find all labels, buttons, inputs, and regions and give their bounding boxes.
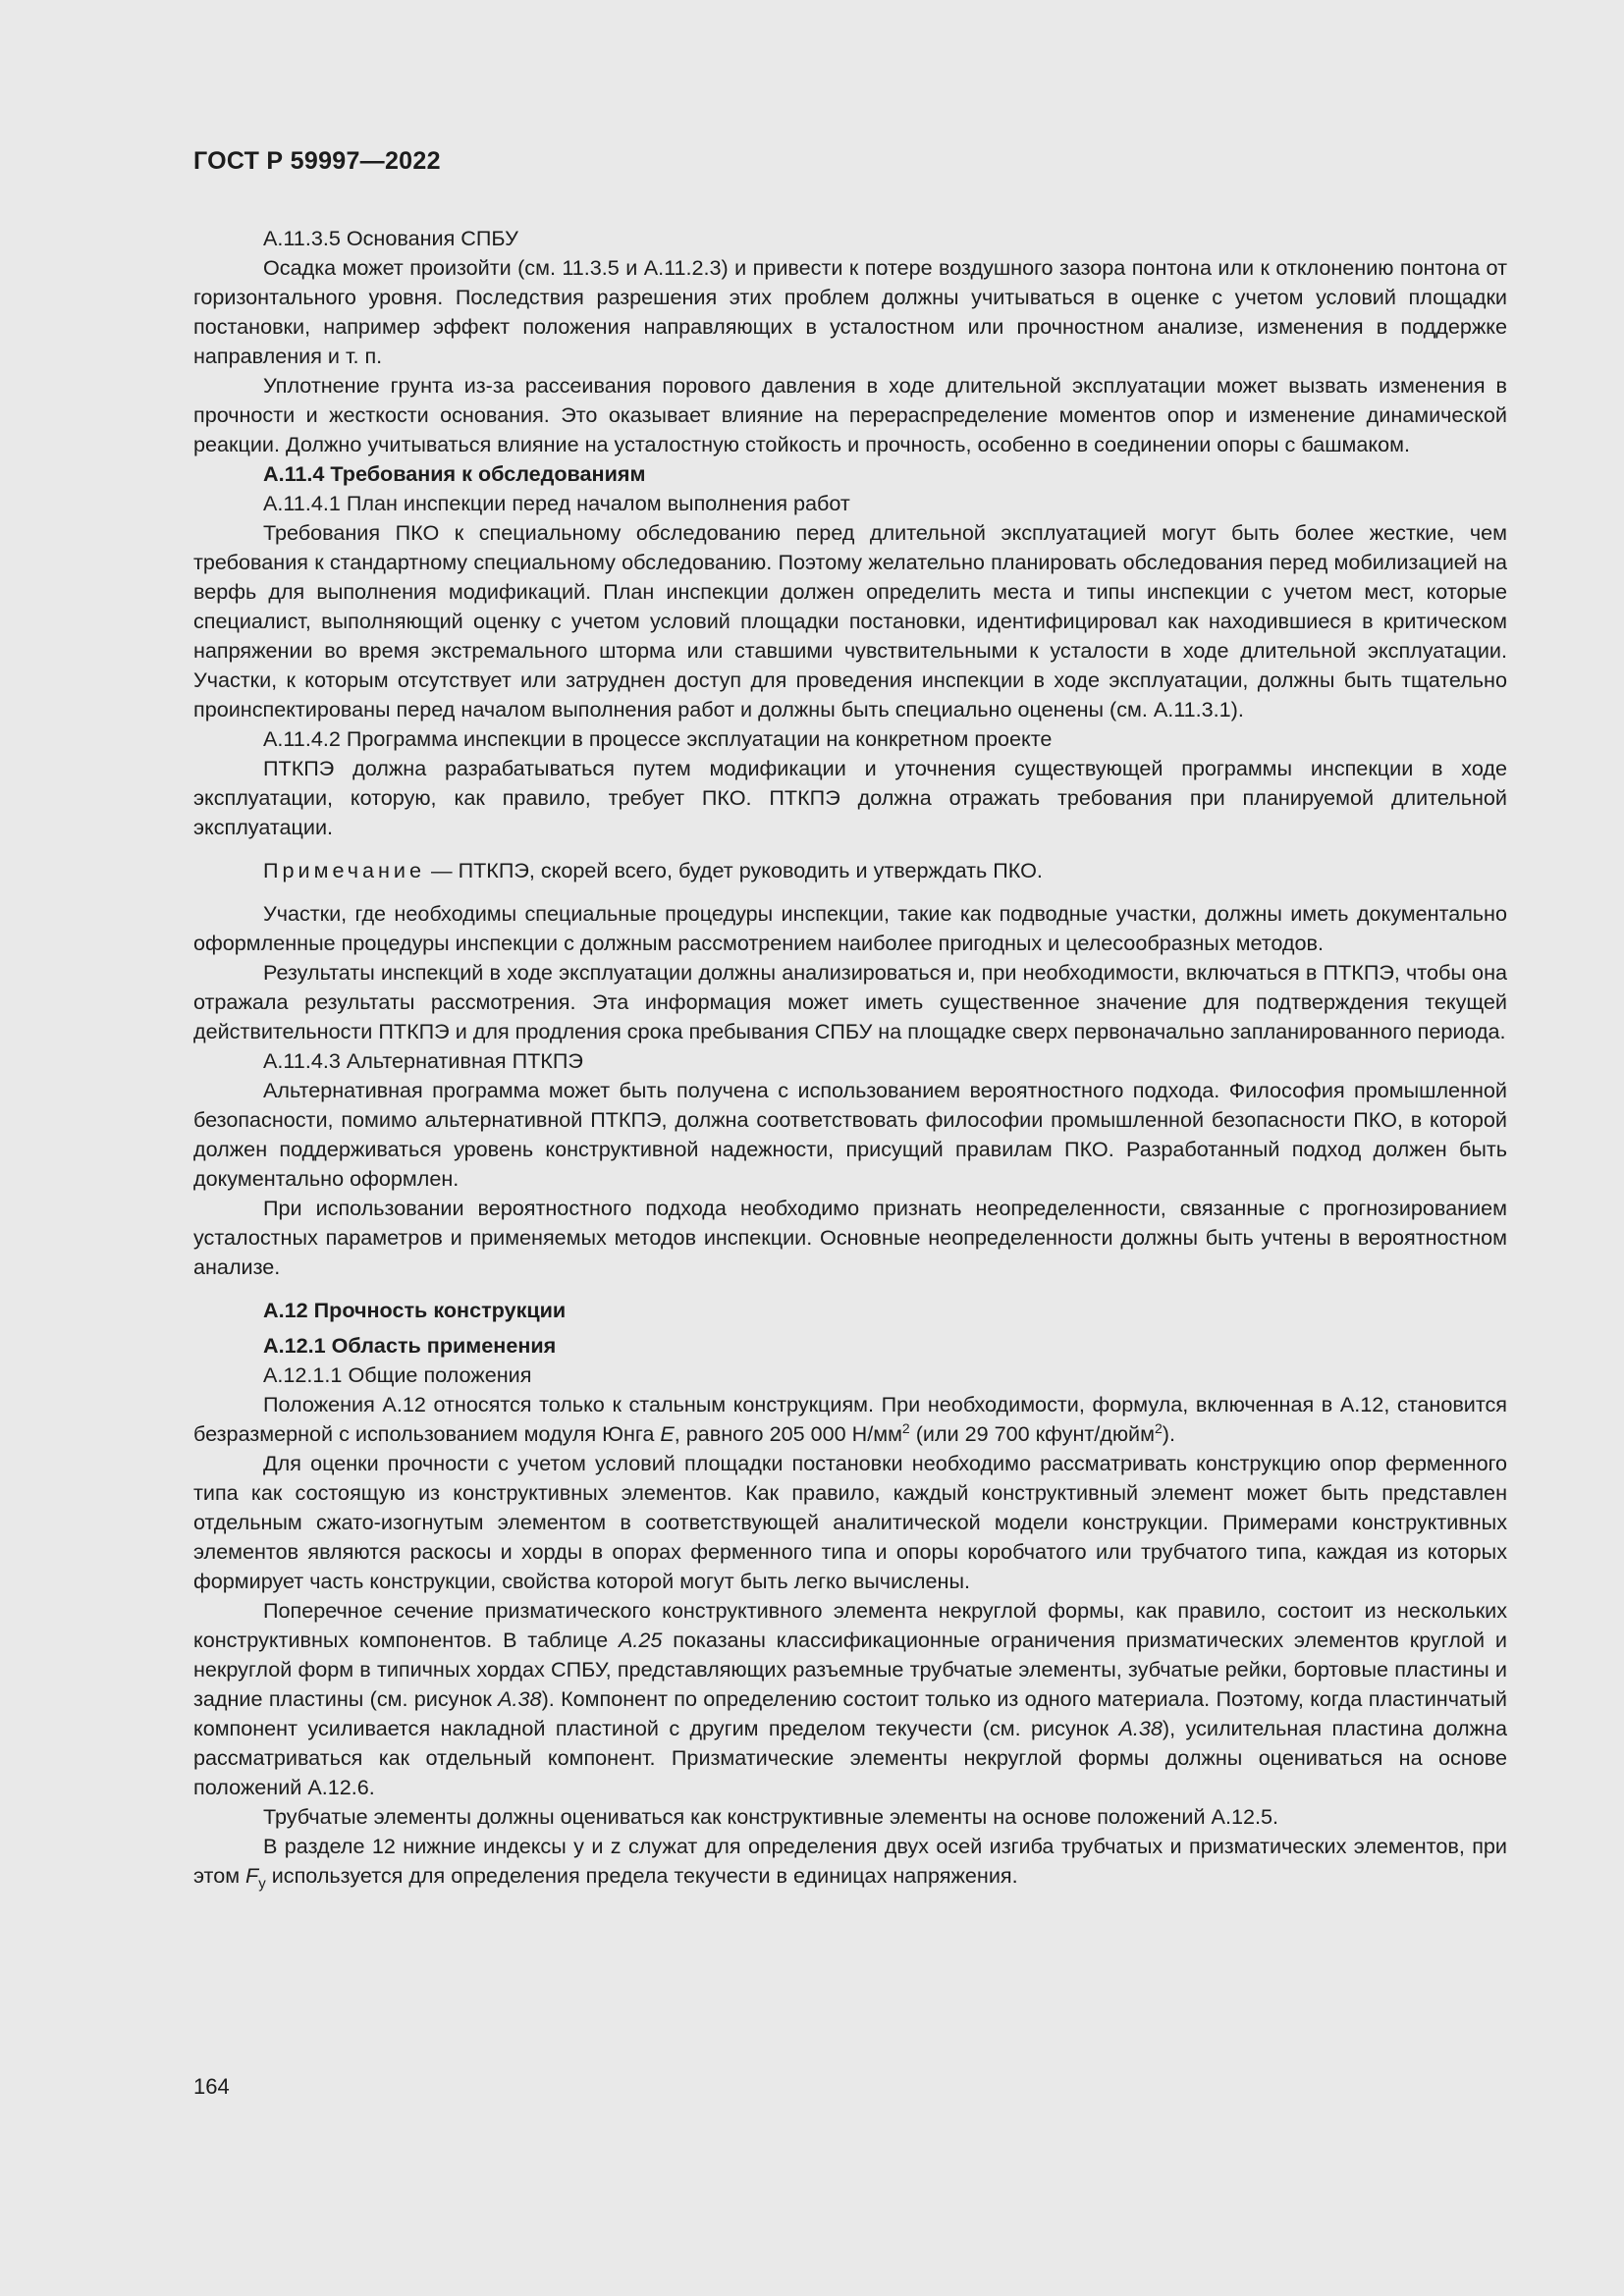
note-text: — ПТКПЭ, скорей всего, будет руководить и утверждать ПКО. (425, 858, 1043, 882)
text-run: Положения А.12 относятся только к стальным конструкциям. При необходимости, формула, включенная в А.12, становится безразмерной с использованием модуля Юнга (193, 1392, 1507, 1446)
section-a1211-title: А.12.1.1 Общие положения (263, 1362, 532, 1387)
text-run: используется для определения предела текучести в единицах напряжения. (265, 1863, 1018, 1888)
superscript: 2 (901, 1419, 910, 1436)
paragraph: ПТКПЭ должна разрабатываться путем модификации и уточнения существующей программы инспекции в ходе эксплуатации, которую, как правило, требует ПКО. ПТКПЭ должна отражать требования при планируемой длительной эксплуатации. (193, 756, 1507, 839)
paragraph: Уплотнение грунта из-за рассеивания порового давления в ходе длительной эксплуатации может вызвать изменения в прочности и жесткости основания. Это оказывает влияние на перераспределение моментов опор и изменение динамической реакции. Должно учитываться влияние на усталостную стойкость и прочность, особенно в соединении опоры с башмаком. (193, 373, 1507, 456)
paragraph: Результаты инспекций в ходе эксплуатации должны анализироваться и, при необходимости, включаться в ПТКПЭ, чтобы она отражала результаты рассмотрения. Эта информация может иметь существенное значение для подтверждения текущей действительности ПТКПЭ и для продления срока пребывания СПБУ на площадке сверх первоначально запланированного периода. (193, 960, 1507, 1043)
paragraph: Участки, где необходимы специальные процедуры инспекции, такие как подводные участки, должны иметь документально оформленные процедуры инспекции с должным рассмотрением наиболее пригодных и целесообразных методов. (193, 901, 1507, 955)
section-a114-title: А.11.4 Требования к обследованиям (263, 461, 646, 486)
text-run: В разделе 12 нижние индексы y и z служат для определения двух осей изгиба трубчатых и призматических элементов, при этом (193, 1834, 1507, 1888)
document-header: ГОСТ Р 59997—2022 (193, 147, 441, 175)
text-run: ). Компонент по определению состоит только из одного материала. Поэтому, когда пластинчатый компонент усиливается накладной пластиной с другим пределом текучести (см. рисунок (193, 1686, 1507, 1740)
figure-reference: А.38 (1118, 1716, 1163, 1740)
variable-e: E (660, 1421, 675, 1446)
text-run: ), усилительная пластина должна рассматриваться как отдельный компонент. Призматические элементы некруглой формы должны оцениваться на основе положений А.12.6. (193, 1716, 1507, 1799)
paragraph-cross-section (193, 1596, 1507, 1802)
section-a121-title: А.12.1 Область применения (263, 1333, 557, 1358)
paragraph: Для оценки прочности с учетом условий площадки постановки необходимо рассматривать конструкцию опор ферменного типа как состоящую из конструктивных элементов. Как правило, каждый конструктивный элемент может быть представлен отдельным сжато-изогнутым элементом в соответствующей аналитической модели конструкции. Примерами конструктивных элементов являются раскосы и хорды в опорах ферменного типа и опоры коробчатого или трубчатого типа, каждая из которых формирует часть конструкции, свойства которой могут быть легко вычислены. (193, 1451, 1507, 1593)
document-body (193, 224, 1507, 1891)
paragraph: При использовании вероятностного подхода необходимо признать неопределенности, связанные с прогнозированием усталостных параметров и применяемых методов инспекции. Основные неопределенности должны быть учтены в вероятностном анализе. (193, 1196, 1507, 1279)
variable-f: F (245, 1863, 259, 1888)
text-run: , равного 205 000 Н/мм (674, 1421, 902, 1446)
paragraph: Альтернативная программа может быть получена с использованием вероятностного подхода. Философия промышленной безопасности, помимо альтернативной ПТКПЭ, должна соответствовать философии промышленной безопасности ПКО, в которой должен поддерживаться уровень конструктивной надежности, присущий правилам ПКО. Разработанный подход должен быть документально оформлен. (193, 1078, 1507, 1191)
page-number: 164 (193, 2074, 230, 2099)
section-a1141-title: А.11.4.1 План инспекции перед началом выполнения работ (263, 491, 850, 515)
text-run: показаны классификационные ограничения призматических элементов круглой и некруглой форм в типичных хордах СПБУ, представляющих разъемные трубчатые элементы, зубчатые рейки, бортовые пластины и задние пластины (см. рисунок (193, 1628, 1507, 1711)
paragraph: Трубчатые элементы должны оцениваться как конструктивные элементы на основе положений А.12.5. (263, 1804, 1278, 1829)
table-reference: А.25 (618, 1628, 663, 1652)
section-a1135-title: А.11.3.5 Основания СПБУ (263, 226, 518, 250)
note (193, 856, 1507, 885)
paragraph-youngs-modulus (193, 1390, 1507, 1449)
text-run: Поперечное сечение призматического конструктивного элемента некруглой формы, как правило, состоит из нескольких конструктивных компонентов. В таблице (193, 1598, 1507, 1652)
note-label: Примечание (263, 858, 425, 882)
paragraph-indices (193, 1832, 1507, 1891)
paragraph: Осадка может произойти (см. 11.3.5 и А.11.2.3) и привести к потере воздушного зазора понтона или к отклонению понтона от горизонтального уровня. Последствия разрешения этих проблем должны учитываться в оценке с учетом условий площадки постановки, например эффект положения направляющих в усталостном или прочностном анализе, изменения в поддержке направления и т. п. (193, 255, 1507, 368)
text-run: (или 29 700 кфунт/дюйм (909, 1421, 1155, 1446)
text-run: ). (1162, 1421, 1175, 1446)
section-a1142-title: А.11.4.2 Программа инспекции в процессе эксплуатации на конкретном проекте (263, 726, 1053, 751)
section-a12-title: А.12 Прочность конструкции (263, 1298, 567, 1322)
section-a1143-title: А.11.4.3 Альтернативная ПТКПЭ (263, 1048, 583, 1073)
figure-reference: А.38 (498, 1686, 542, 1711)
paragraph: Требования ПКО к специальному обследованию перед длительной эксплуатацией могут быть более жесткие, чем требования к стандартному специальному обследованию. Поэтому желательно планировать обследования перед мобилизацией на верфь для выполнения модификаций. План инспекции должен определить места и типы инспекции с учетом мест, которые специалист, выполняющий оценку с учетом условий площадки постановки, идентифицировал как находившиеся в критическом напряжении во время экстремального шторма или ставшими чувствительными к усталости в ходе длительной эксплуатации. Участки, к которым отсутствует или затруднен доступ для проведения инспекции в ходе эксплуатации, должны быть тщательно проинспектированы перед началом выполнения работ и должны быть специально оценены (см. А.11.3.1). (193, 520, 1507, 721)
subscript: y (258, 1875, 266, 1893)
superscript: 2 (1154, 1419, 1163, 1436)
